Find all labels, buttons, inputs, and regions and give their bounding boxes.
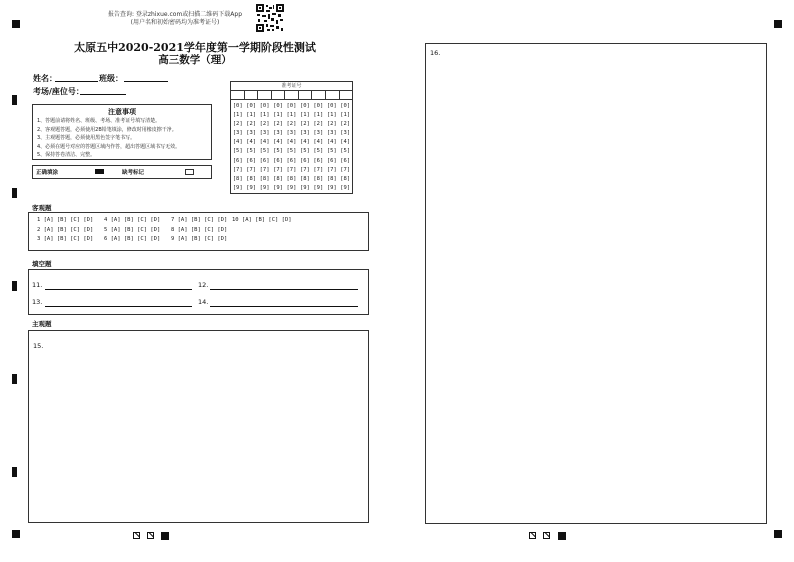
- q14-answer-line[interactable]: [210, 306, 358, 307]
- exam-number-column[interactable]: [244, 102, 257, 193]
- digit-bubble[interactable]: [5]: [232, 148, 243, 155]
- digit-bubble[interactable]: [0]: [259, 103, 270, 109]
- absent-mark-label: 缺考标记: [122, 170, 145, 176]
- registration-mark: [774, 20, 782, 28]
- correct-fill-label: 正确填涂: [36, 170, 59, 176]
- digit-bubble[interactable]: [4]: [286, 139, 297, 146]
- objective-question-bubbles[interactable]: 4 [A] [B] [C] [D]: [104, 217, 161, 223]
- digit-bubble[interactable]: [7]: [299, 166, 310, 173]
- digit-bubble[interactable]: [0]: [273, 103, 283, 109]
- q15-answer-box[interactable]: [28, 330, 369, 523]
- digit-bubble[interactable]: [1]: [340, 112, 351, 119]
- digit-bubble[interactable]: [0]: [299, 103, 310, 109]
- digit-bubble[interactable]: [4]: [273, 139, 283, 146]
- digit-bubble[interactable]: [2]: [313, 121, 324, 128]
- class-field[interactable]: [124, 81, 168, 82]
- digit-bubble[interactable]: [6]: [259, 157, 270, 164]
- digit-bubble[interactable]: [0]: [246, 103, 257, 109]
- digit-bubble[interactable]: [1]: [286, 112, 297, 119]
- registration-mark: [12, 20, 20, 28]
- digit-bubble[interactable]: [2]: [246, 121, 257, 128]
- digit-bubble[interactable]: [8]: [246, 175, 257, 182]
- exam-subtitle: 高三数学（理）: [158, 54, 232, 66]
- notice-item: 5、保持答卷清洁、完整。: [37, 152, 96, 158]
- digit-bubble[interactable]: [2]: [326, 121, 337, 128]
- objective-question-bubbles[interactable]: 8 [A] [B] [C] [D]: [171, 227, 228, 233]
- exam-number-column[interactable]: [298, 102, 311, 193]
- notice-item: 4、必须在题号对应的答题区域内作答，超出答题区域书写无效。: [37, 143, 181, 150]
- objective-question-bubbles[interactable]: 2 [A] [B] [C] [D]: [37, 227, 94, 233]
- exam-number-write-cells[interactable]: [230, 91, 353, 100]
- digit-bubble[interactable]: [9]: [313, 184, 324, 191]
- class-label: 班级：: [99, 74, 123, 83]
- digit-bubble[interactable]: [0]: [232, 103, 243, 109]
- digit-bubble[interactable]: [9]: [286, 184, 297, 191]
- digit-bubble[interactable]: [8]: [273, 175, 283, 182]
- digit-bubble[interactable]: [9]: [246, 184, 257, 191]
- digit-bubble[interactable]: [3]: [340, 130, 351, 137]
- bottom-slash-mark: [133, 532, 140, 539]
- objective-section-title: 客观题: [32, 204, 52, 212]
- digit-bubble[interactable]: [2]: [299, 121, 310, 128]
- digit-bubble[interactable]: [3]: [299, 130, 310, 137]
- notice-title: 注意事项: [108, 108, 136, 116]
- digit-bubble[interactable]: [6]: [299, 157, 310, 164]
- q16-number: 16.: [430, 49, 441, 57]
- digit-bubble[interactable]: [1]: [259, 112, 270, 119]
- digit-bubble[interactable]: [3]: [326, 130, 337, 137]
- correct-fill-sample: [95, 169, 104, 174]
- digit-bubble[interactable]: [6]: [246, 157, 257, 164]
- exam-number-column[interactable]: [231, 102, 244, 193]
- digit-bubble[interactable]: [3]: [232, 130, 243, 137]
- q11-number: 11.: [32, 281, 43, 289]
- seat-field[interactable]: [80, 94, 126, 95]
- digit-bubble[interactable]: [3]: [246, 130, 257, 137]
- report-note-line1: 报告查询: 登录zhixue.com或扫描二维码下载App: [107, 11, 243, 18]
- digit-bubble[interactable]: [7]: [232, 166, 243, 173]
- report-note-line2: (用户名和初始密码均为准考证号): [130, 19, 220, 26]
- bottom-solid-mark: [558, 532, 566, 540]
- notice-item: 2、客观题答题，必须使用2B铅笔填涂，修改时用橡皮擦干净。: [37, 126, 177, 133]
- digit-bubble[interactable]: [2]: [340, 121, 351, 128]
- digit-bubble[interactable]: [8]: [299, 175, 310, 182]
- registration-mark: [774, 530, 782, 538]
- digit-bubble[interactable]: [2]: [286, 121, 297, 128]
- notice-box: [32, 104, 212, 160]
- digit-bubble[interactable]: [8]: [232, 175, 243, 182]
- digit-bubble[interactable]: [7]: [246, 166, 257, 173]
- digit-bubble[interactable]: [9]: [259, 184, 270, 191]
- digit-bubble[interactable]: [4]: [326, 139, 337, 146]
- digit-bubble[interactable]: [9]: [273, 184, 283, 191]
- notice-item: 1、答题前请将姓名、班级、考场、准考证号填写清楚。: [37, 118, 161, 124]
- digit-bubble[interactable]: [7]: [286, 166, 297, 173]
- timing-mark: [12, 95, 17, 105]
- exam-number-bubbles[interactable]: [230, 100, 353, 194]
- digit-bubble[interactable]: [5]: [313, 148, 324, 155]
- q14-number: 14.: [198, 298, 209, 306]
- seat-label: 考场/座位号：: [33, 87, 84, 96]
- objective-question-bubbles[interactable]: 3 [A] [B] [C] [D]: [37, 236, 94, 242]
- q12-answer-line[interactable]: [210, 289, 358, 290]
- exam-number-column[interactable]: [258, 102, 271, 193]
- objective-question-bubbles[interactable]: 1 [A] [B] [C] [D]: [37, 217, 94, 223]
- notice-item: 3、主观题答题，必须使用黑色签字笔书写。: [37, 135, 136, 141]
- digit-bubble[interactable]: [2]: [232, 121, 243, 128]
- digit-bubble[interactable]: [1]: [299, 112, 310, 119]
- digit-bubble[interactable]: [0]: [326, 103, 337, 109]
- digit-bubble[interactable]: [6]: [326, 157, 337, 164]
- timing-mark: [12, 467, 17, 477]
- digit-bubble[interactable]: [6]: [313, 157, 324, 164]
- digit-bubble[interactable]: [9]: [326, 184, 337, 191]
- name-field[interactable]: [55, 81, 98, 82]
- exam-title: 太原五中2020-2021学年度第一学期阶段性测试: [74, 41, 316, 54]
- digit-bubble[interactable]: [5]: [299, 148, 310, 155]
- objective-question-bubbles[interactable]: 5 [A] [B] [C] [D]: [104, 227, 161, 233]
- exam-number-header: 准考证号: [230, 81, 353, 91]
- digit-bubble[interactable]: [9]: [340, 184, 351, 191]
- digit-bubble[interactable]: [8]: [259, 175, 270, 182]
- digit-bubble[interactable]: [0]: [340, 103, 351, 109]
- exam-number-column[interactable]: [339, 102, 352, 193]
- q13-answer-line[interactable]: [45, 306, 192, 307]
- digit-bubble[interactable]: [1]: [232, 112, 243, 119]
- digit-bubble[interactable]: [5]: [326, 148, 337, 155]
- fill-box: [28, 269, 369, 315]
- bottom-slash-mark: [543, 532, 550, 539]
- digit-bubble[interactable]: [1]: [326, 112, 337, 119]
- registration-mark: [12, 530, 20, 538]
- digit-bubble[interactable]: [2]: [259, 121, 270, 128]
- timing-mark: [12, 374, 17, 384]
- q13-number: 13.: [32, 298, 43, 306]
- q11-answer-line[interactable]: [45, 289, 192, 290]
- digit-bubble[interactable]: [9]: [232, 184, 243, 191]
- qr-code-icon: [256, 4, 284, 32]
- objective-question-bubbles[interactable]: 9 [A] [B] [C] [D]: [171, 236, 228, 242]
- digit-bubble[interactable]: [1]: [246, 112, 257, 119]
- subjective-section-title: 主观题: [32, 320, 52, 328]
- q15-number: 15.: [33, 342, 44, 350]
- timing-mark: [12, 188, 17, 198]
- digit-bubble[interactable]: [5]: [273, 148, 283, 155]
- digit-bubble[interactable]: [5]: [340, 148, 351, 155]
- digit-bubble[interactable]: [3]: [286, 130, 297, 137]
- digit-bubble[interactable]: [5]: [246, 148, 257, 155]
- exam-number-column[interactable]: [312, 102, 325, 193]
- digit-bubble[interactable]: [3]: [313, 130, 324, 137]
- digit-bubble[interactable]: [8]: [340, 175, 351, 182]
- digit-bubble[interactable]: [3]: [259, 130, 270, 137]
- digit-bubble[interactable]: [6]: [286, 157, 297, 164]
- fill-section-title: 填空题: [32, 260, 52, 268]
- digit-bubble[interactable]: [4]: [259, 139, 270, 146]
- digit-bubble[interactable]: [4]: [313, 139, 324, 146]
- digit-bubble[interactable]: [4]: [232, 139, 243, 146]
- absent-mark-checkbox[interactable]: [185, 169, 194, 175]
- digit-bubble[interactable]: [7]: [259, 166, 270, 173]
- digit-bubble[interactable]: [8]: [313, 175, 324, 182]
- digit-bubble[interactable]: [2]: [273, 121, 283, 128]
- digit-bubble[interactable]: [8]: [286, 175, 297, 182]
- digit-bubble[interactable]: [1]: [273, 112, 283, 119]
- exam-number-column[interactable]: [271, 102, 284, 193]
- q12-number: 12.: [198, 281, 209, 289]
- digit-bubble[interactable]: [6]: [273, 157, 283, 164]
- exam-number-column[interactable]: [325, 102, 338, 193]
- q16-answer-box[interactable]: [425, 43, 767, 524]
- digit-bubble[interactable]: [7]: [326, 166, 337, 173]
- digit-bubble[interactable]: [4]: [299, 139, 310, 146]
- digit-bubble[interactable]: [7]: [273, 166, 283, 173]
- timing-mark: [12, 281, 17, 291]
- bottom-slash-mark: [147, 532, 154, 539]
- digit-bubble[interactable]: [0]: [313, 103, 324, 109]
- bottom-solid-mark: [161, 532, 169, 540]
- digit-bubble[interactable]: [6]: [232, 157, 243, 164]
- digit-bubble[interactable]: [0]: [286, 103, 297, 109]
- digit-bubble[interactable]: [3]: [273, 130, 283, 137]
- digit-bubble[interactable]: [5]: [259, 148, 270, 155]
- digit-bubble[interactable]: [7]: [340, 166, 351, 173]
- name-label: 姓名：: [33, 74, 57, 83]
- objective-question-bubbles[interactable]: 10 [A] [B] [C] [D]: [232, 217, 292, 223]
- objective-question-bubbles[interactable]: 7 [A] [B] [C] [D]: [171, 217, 228, 223]
- digit-bubble[interactable]: [1]: [313, 112, 324, 119]
- exam-number-column[interactable]: [285, 102, 298, 193]
- digit-bubble[interactable]: [4]: [340, 139, 351, 146]
- digit-bubble[interactable]: [8]: [326, 175, 337, 182]
- report-note: [100, 11, 250, 27]
- digit-bubble[interactable]: [6]: [340, 157, 351, 164]
- digit-bubble[interactable]: [4]: [246, 139, 257, 146]
- digit-bubble[interactable]: [7]: [313, 166, 324, 173]
- bottom-slash-mark: [529, 532, 536, 539]
- objective-question-bubbles[interactable]: 6 [A] [B] [C] [D]: [104, 236, 161, 242]
- digit-bubble[interactable]: [9]: [299, 184, 310, 191]
- digit-bubble[interactable]: [5]: [286, 148, 297, 155]
